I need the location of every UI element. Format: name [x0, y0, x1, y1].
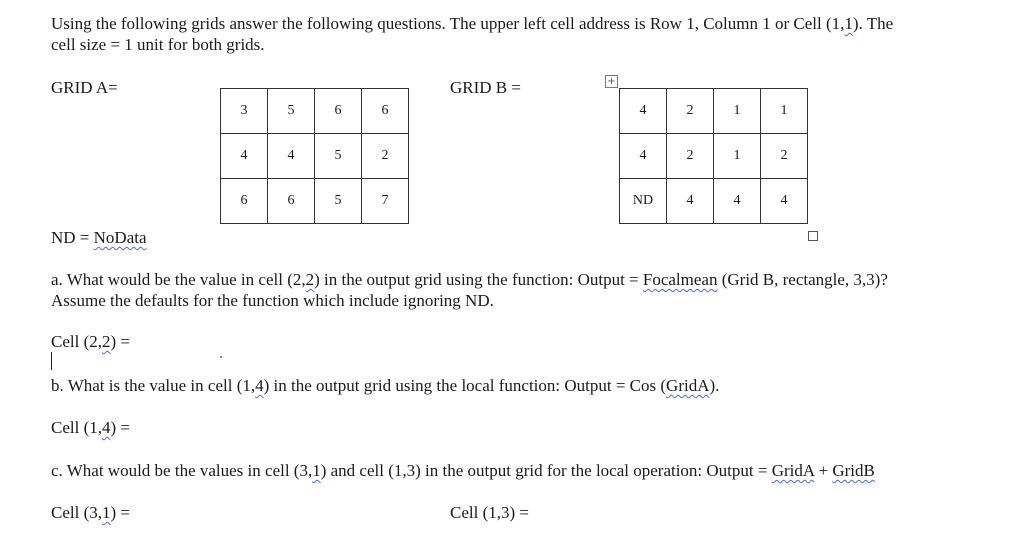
- qc-cell-col: 1: [312, 461, 321, 480]
- grid-b-cell: 1: [714, 134, 761, 179]
- grid-a-cell: 6: [221, 179, 268, 224]
- grid-b-cell: 4: [714, 179, 761, 224]
- grid-a-cell: 6: [362, 89, 409, 134]
- grid-a-row: [221, 179, 409, 224]
- nd-note-word: NoData: [93, 228, 147, 247]
- intro-text: Using the following grids answer the following questions. The upper left cell address is Row 1, Column 1 or Cell (1,: [51, 14, 845, 33]
- qb-text-end: ).: [709, 376, 720, 395]
- grid-b-cell: 2: [761, 134, 808, 179]
- qc-term-gridb: GridB: [832, 461, 875, 480]
- question-b: [51, 376, 719, 396]
- intro-line-2: cell size = 1 unit for both grids.: [51, 35, 265, 54]
- intro-text-end: ). The: [852, 14, 894, 33]
- answer-b-prefix: Cell (1,: [51, 418, 102, 437]
- answer-b-col: 4: [102, 418, 111, 437]
- qa-function-name: Focalmean: [642, 270, 718, 289]
- qa-text-end: (Grid B, rectangle, 3,3)?: [717, 270, 888, 289]
- table-move-handle-icon[interactable]: +: [605, 75, 618, 88]
- qc-text-mid: ) and cell (1,3) in the output grid for the local operation: Output =: [320, 461, 772, 480]
- text-cursor: [51, 352, 52, 370]
- grid-b-cell: 2: [667, 134, 714, 179]
- grid-b-cell: 1: [761, 89, 808, 134]
- grid-b-cell: ND: [620, 179, 667, 224]
- grid-a-row: [221, 134, 409, 179]
- answer-c1-prefix: Cell (3,: [51, 503, 102, 522]
- qa-text: a. What would be the value in cell (2,: [51, 270, 306, 289]
- grid-b-row: [620, 134, 808, 179]
- grid-a-cell: 7: [362, 179, 409, 224]
- grid-a-cell: 4: [268, 134, 315, 179]
- grid-a-label: GRID A=: [51, 78, 118, 97]
- qb-cell-col: 4: [255, 376, 264, 395]
- qb-text-mid: ) in the output grid using the local function: Output = Cos (: [263, 376, 667, 395]
- grid-a-cell: 4: [221, 134, 268, 179]
- qa-text-mid: ) in the output grid using the function: Output =: [314, 270, 643, 289]
- answer-c1-suffix: ) =: [110, 503, 130, 522]
- stray-dot: [220, 356, 222, 358]
- answer-a-suffix: ) =: [110, 332, 130, 351]
- grid-a-table: [220, 88, 409, 224]
- grid-a-cell: 3: [221, 89, 268, 134]
- intro-line-1: [51, 14, 893, 34]
- grid-a-row: [221, 89, 409, 134]
- answer-c-2[interactable]: Cell (1,3) =: [450, 503, 529, 522]
- answer-b-suffix: ) =: [110, 418, 130, 437]
- grid-b-cell: 4: [761, 179, 808, 224]
- question-a-line-1: [51, 270, 888, 290]
- qb-function-arg: GridA: [666, 376, 710, 395]
- answer-c-1[interactable]: [51, 503, 130, 523]
- grid-b-cell: 4: [620, 134, 667, 179]
- grid-b-cell: 1: [714, 89, 761, 134]
- grid-a-cell: 6: [315, 89, 362, 134]
- grid-b-cell: 2: [667, 89, 714, 134]
- qc-term-grida: GridA: [771, 461, 815, 480]
- grid-b-table: [619, 88, 808, 224]
- grid-a-cell: 6: [268, 179, 315, 224]
- answer-a-col: 2: [102, 332, 111, 351]
- grid-a-cell: 5: [268, 89, 315, 134]
- table-resize-handle-icon[interactable]: [808, 231, 818, 241]
- intro-cell-col: 1: [844, 14, 853, 33]
- qb-text: b. What is the value in cell (1,: [51, 376, 256, 395]
- grid-b-label: GRID B =: [450, 78, 521, 97]
- grid-a-cell: 5: [315, 134, 362, 179]
- answer-b[interactable]: [51, 418, 130, 438]
- grid-b-row: [620, 89, 808, 134]
- grid-a-cell: 5: [315, 179, 362, 224]
- question-a-line-2: Assume the defaults for the function which include ignoring ND.: [51, 291, 494, 310]
- qc-plus: +: [814, 461, 833, 480]
- nd-note-prefix: ND =: [51, 228, 94, 247]
- grid-b-row: [620, 179, 808, 224]
- answer-c1-col: 1: [102, 503, 111, 522]
- grid-a-cell: 2: [362, 134, 409, 179]
- grid-b-cell: 4: [620, 89, 667, 134]
- question-c: [51, 461, 875, 481]
- grid-b-cell: 4: [667, 179, 714, 224]
- qa-cell-col: 2: [305, 270, 315, 289]
- nd-note: [51, 228, 147, 248]
- answer-a[interactable]: [51, 332, 130, 352]
- qc-text: c. What would be the values in cell (3,: [51, 461, 313, 480]
- answer-a-prefix: Cell (2,: [51, 332, 102, 351]
